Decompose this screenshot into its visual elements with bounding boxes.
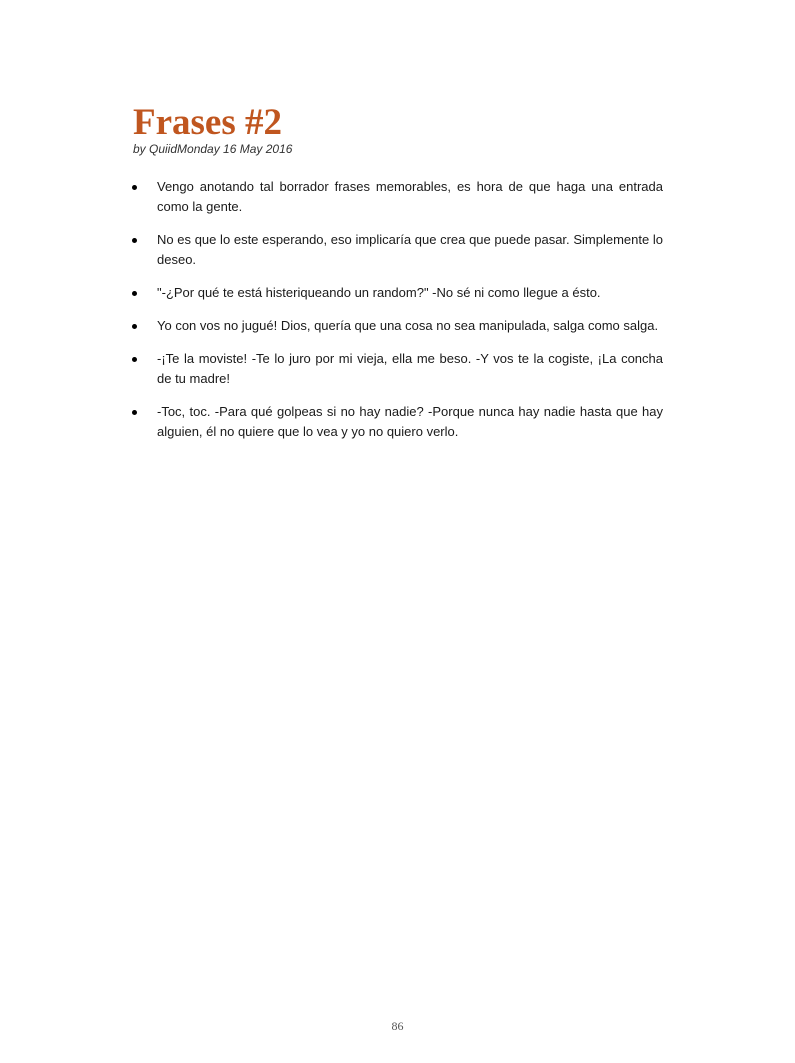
list-item bbox=[131, 402, 663, 442]
phrase-text: -Toc, toc. -Para qué golpeas si no hay nadie? -Porque nunca hay nadie hasta que hay alguien, él no quiere que lo vea y yo no quiero verlo. bbox=[157, 404, 663, 439]
list-item bbox=[131, 316, 663, 336]
post-byline: by QuiidMonday 16 May 2016 bbox=[133, 142, 293, 156]
phrase-text: No es que lo este esperando, eso implicaría que crea que puede pasar. Simplemente lo deseo. bbox=[157, 232, 663, 267]
phrase-list bbox=[131, 177, 663, 455]
phrase-text: Vengo anotando tal borrador frases memorables, es hora de que haga una entrada como la gente. bbox=[157, 179, 663, 214]
list-item bbox=[131, 283, 663, 303]
list-item bbox=[131, 349, 663, 389]
list-item bbox=[131, 230, 663, 270]
phrase-text: -¡Te la moviste! -Te lo juro por mi vieja, ella me beso. -Y vos te la cogiste, ¡La concha de tu madre! bbox=[157, 351, 663, 386]
bullet-dot-icon bbox=[132, 357, 137, 362]
bullet-dot-icon bbox=[132, 410, 137, 415]
post-header bbox=[133, 104, 673, 156]
phrase-text: "-¿Por qué te está histeriqueando un random?" -No sé ni como llegue a ésto. bbox=[157, 285, 601, 300]
bullet-dot-icon bbox=[132, 238, 137, 243]
bullet-dot-icon bbox=[132, 324, 137, 329]
bullet-dot-icon bbox=[132, 291, 137, 296]
bullet-dot-icon bbox=[132, 185, 137, 190]
page-number: 86 bbox=[391, 1019, 404, 1033]
list-item bbox=[131, 177, 663, 217]
phrase-text: Yo con vos no jugué! Dios, quería que una cosa no sea manipulada, salga como salga. bbox=[157, 318, 659, 333]
post-title: Frases #2 bbox=[133, 102, 282, 143]
